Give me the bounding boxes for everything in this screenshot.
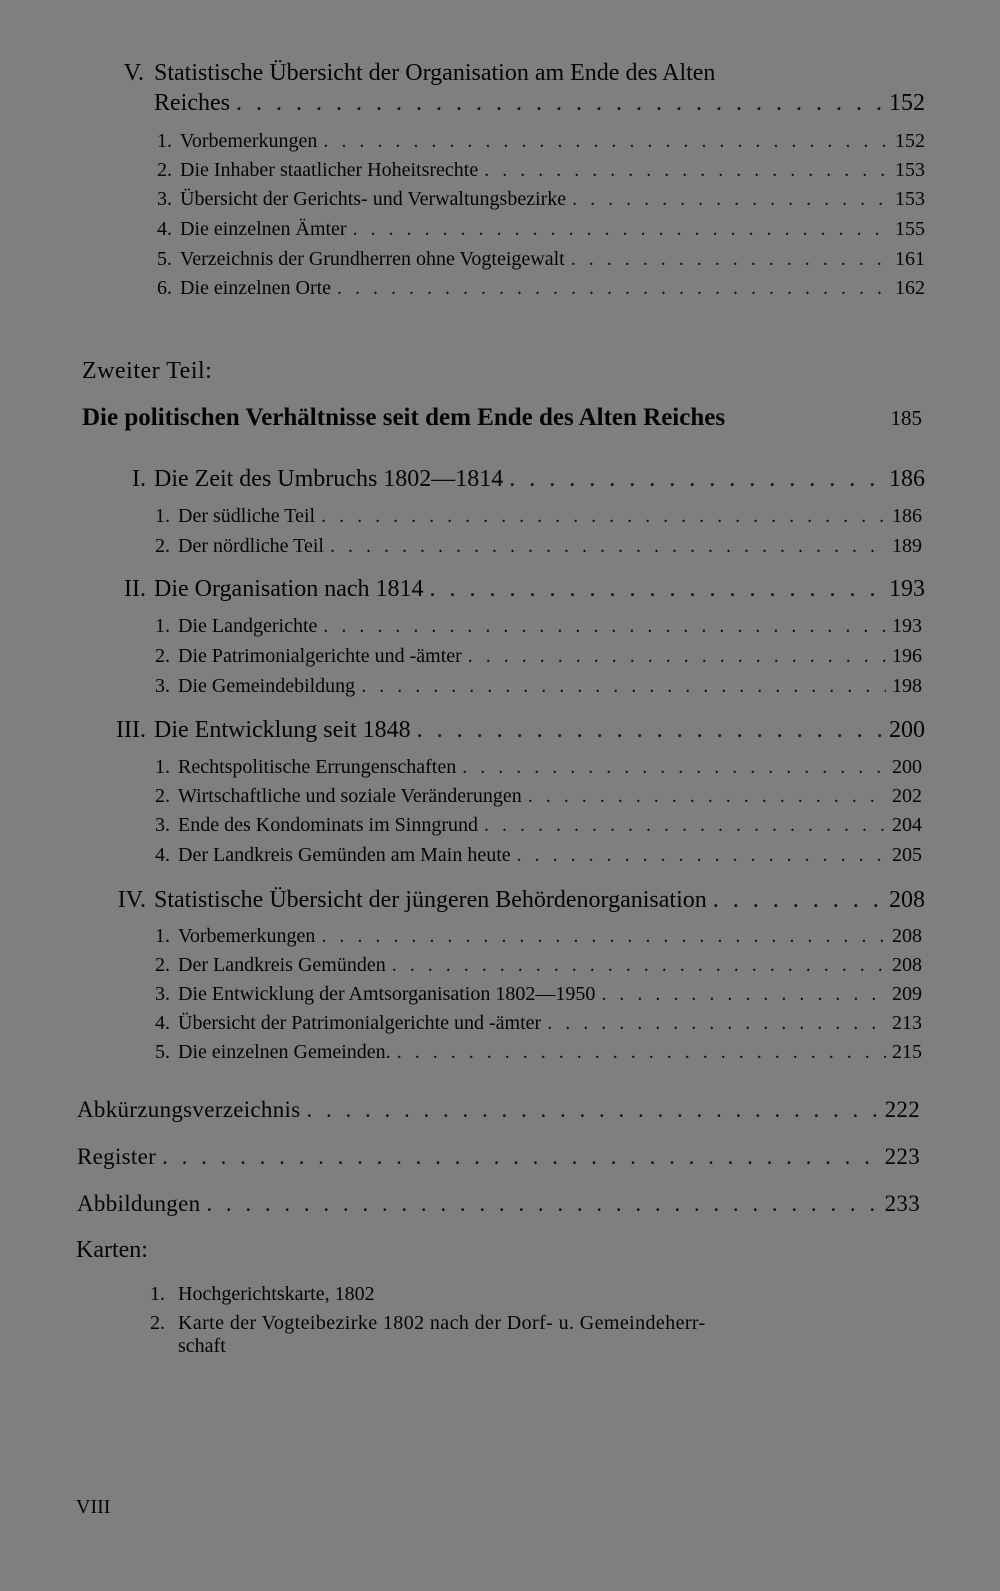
toc-subentry [150,1041,922,1064]
toc-subentry [150,159,925,182]
entry-page: 162 [895,277,925,299]
page-number: VIII [76,1496,111,1518]
entry-page: 222 [884,1097,920,1122]
toc-subentry [150,130,925,153]
entry-title: Der südliche Teil [178,505,316,527]
entry-number: 3. [157,188,172,210]
entry-title: Verzeichnis der Grundherren ohne Vogteigewalt [180,248,565,270]
toc-subentry [150,505,922,528]
toc-subentry [150,1012,922,1035]
entry-title: Statistische Übersicht der Organisation am Ende des Alten [154,60,716,86]
entry-number: 6. [157,277,172,299]
entry-page: 200 [892,756,922,778]
toc-subentry [150,785,922,808]
dot-leader [353,218,889,241]
entry-title: Die einzelnen Orte [180,277,332,299]
entry-page: 200 [889,717,925,743]
entry-page: 193 [889,576,925,602]
karte-item-1 [150,1283,375,1306]
dot-leader [321,925,886,948]
dot-leader [417,717,883,744]
entry-title: Die einzelnen Ämter [180,218,347,240]
entry-page: 215 [892,1041,922,1063]
dot-leader [206,1191,878,1217]
part-two-title-row [82,404,922,432]
dot-leader [509,466,883,493]
part-two-page: 185 [890,406,922,430]
toc-subentry [150,248,925,271]
entry-page: 153 [895,159,925,181]
toc-subentry [150,188,925,211]
entry-title: Der Landkreis Gemünden [178,954,386,976]
entry-number: 5. [157,248,172,270]
entry-number: 4. [157,218,172,240]
dot-leader [528,785,886,808]
entry-number: 1. [155,505,170,527]
entry-title: Die Organisation nach 1814 [154,576,424,602]
toc-section-heading [98,466,925,493]
entry-page: 209 [892,983,922,1005]
entry-page: 155 [895,218,925,240]
entry-page: 193 [892,615,922,637]
entry-title: Register [77,1144,157,1169]
toc-back-matter-entry [77,1097,920,1123]
karte-num: 2. [150,1312,165,1334]
entry-page: 208 [892,925,922,947]
entry-title: Übersicht der Gerichts- und Verwaltungsbezirke [180,188,567,210]
entry-title: Die Patrimonialgerichte und -ämter [178,645,462,667]
entry-page: 233 [884,1191,920,1216]
entry-number: III. [116,717,146,743]
dot-leader [547,1012,886,1035]
part-two-label: Zweiter Teil: [82,358,213,384]
toc-subentry [150,645,922,668]
entry-number: 2. [157,159,172,181]
entry-title: Reiches [154,90,230,116]
toc-subentry [150,615,922,638]
dot-leader [462,756,886,779]
entry-title: Wirtschaftliche und soziale Veränderungen [178,785,522,807]
entry-title: Der Landkreis Gemünden am Main heute [178,844,511,866]
entry-number: 2. [155,785,170,807]
entry-title: Die Entwicklung seit 1848 [154,717,411,743]
entry-page: 161 [895,248,925,270]
entry-title: Abbildungen [77,1191,201,1216]
entry-number: 3. [155,814,170,836]
entry-title: Die Entwicklung der Amtsorganisation 1802—1950 [178,983,596,1005]
entry-title: Die einzelnen Gemeinden. [178,1041,391,1063]
dot-leader [337,277,889,300]
entry-number: 1. [155,615,170,637]
part-two-title: Die politischen Verhältnisse seit dem Ende des Alten Reiches [82,404,726,431]
entry-number: 1. [155,925,170,947]
entry-page: 202 [892,785,922,807]
dot-leader [323,615,886,638]
entry-title: Vorbemerkungen [180,130,318,152]
entry-number: II. [124,576,146,602]
karte-item-2-continuation: schaft [178,1335,226,1357]
entry-number: 5. [155,1041,170,1063]
entry-title: Rechtspolitische Errungenschaften [178,756,457,778]
karte-title: Karte der Vogteibezirke 1802 nach der Dorf- u. Gemeindeherr- [178,1312,706,1334]
entry-number: 4. [155,844,170,866]
toc-subentry [150,218,925,241]
entry-page: 208 [892,954,922,976]
entry-page: 152 [895,130,925,152]
entry-number: I. [132,466,146,492]
karte-item-2 [150,1312,706,1335]
entry-page: 152 [889,90,925,116]
entry-number: 4. [155,1012,170,1034]
entry-title: Die Inhaber staatlicher Hoheitsrechte [180,159,479,181]
entry-title: Die Landgerichte [178,615,318,637]
entry-number: 2. [155,645,170,667]
dot-leader [323,130,889,153]
dot-leader [321,505,886,528]
dot-leader [484,814,886,837]
entry-page: 205 [892,844,922,866]
entry-title: Abkürzungsverzeichnis [77,1097,301,1122]
dot-leader [517,844,886,867]
dot-leader [236,90,883,117]
entry-title: Ende des Kondominats im Sinngrund [178,814,478,836]
entry-number: 1. [155,756,170,778]
entry-page: 186 [889,466,925,492]
toc-subentry [150,925,922,948]
entry-number: 3. [155,983,170,1005]
dot-leader [162,1144,879,1170]
dot-leader [468,645,886,668]
dot-leader [330,535,886,558]
toc-subentry [150,277,925,300]
entry-page: 223 [884,1144,920,1169]
toc-subentry [150,814,922,837]
toc-subentry [150,983,922,1006]
dot-leader [397,1041,886,1064]
entry-page: 213 [892,1012,922,1034]
entry-title: Statistische Übersicht der jüngeren Behördenorganisation [154,887,707,913]
entry-title: Die Gemeindebildung [178,675,356,697]
dot-leader [430,576,884,603]
toc-subentry [150,675,922,698]
entry-number: V. [123,60,144,86]
entry-number: 2. [155,954,170,976]
toc-back-matter-entry [77,1191,920,1217]
toc-subentry [150,844,922,867]
toc-section-heading [98,887,925,914]
entry-number: IV. [117,887,146,913]
entry-title: Vorbemerkungen [178,925,316,947]
entry-page: 204 [892,814,922,836]
dot-leader [601,983,886,1006]
entry-number: 3. [155,675,170,697]
section-v-heading-cont [118,90,925,117]
dot-leader [306,1097,878,1123]
entry-title: Die Zeit des Umbruchs 1802—1814 [154,466,504,492]
section-v-heading [118,60,925,87]
entry-page: 153 [895,188,925,210]
toc-subentry [150,954,922,977]
toc-section-heading [98,717,925,744]
toc-back-matter-entry [77,1144,920,1170]
entry-page: 198 [892,675,922,697]
dot-leader [713,887,883,914]
toc-section-heading [98,576,925,603]
entry-page: 186 [892,505,922,527]
dot-leader [484,159,889,182]
toc-subentry [150,756,922,779]
dot-leader [392,954,886,977]
dot-leader [571,248,889,271]
entry-title: Der nördliche Teil [178,535,324,557]
entry-page: 196 [892,645,922,667]
entry-title: Übersicht der Patrimonialgerichte und -ämter [178,1012,542,1034]
dot-leader [572,188,889,211]
toc-subentry [150,535,922,558]
entry-number: 2. [155,535,170,557]
karte-title: Hochgerichtskarte, 1802 [178,1283,375,1305]
entry-page: 189 [892,535,922,557]
entry-page: 208 [889,887,925,913]
dot-leader [361,675,886,698]
karte-num: 1. [150,1283,165,1305]
karten-label: Karten: [76,1237,148,1263]
entry-number: 1. [157,130,172,152]
